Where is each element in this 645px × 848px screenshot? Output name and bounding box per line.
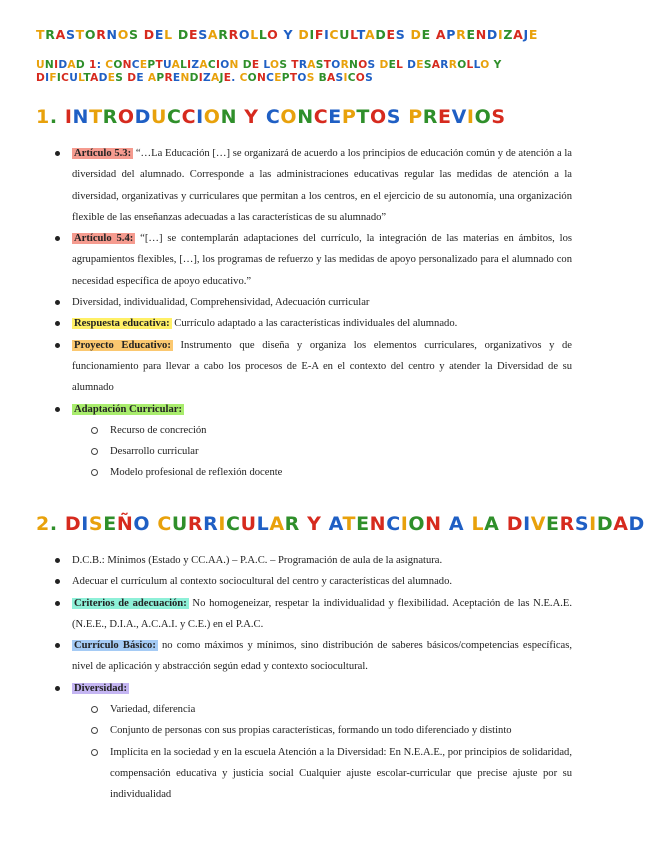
list-item bbox=[50, 635, 572, 678]
item-text: No homogeneizar, respetar la individualidad y flexibilidad. Aceptación de las N.E.A.E. (N.E.E., D.I.A., A.C.A.I. y C.E.) en el P.A.C. bbox=[72, 597, 573, 630]
section-2-heading: 2. DISEÑO CURRICULAR Y ATENCION A LA DIVERSIDAD bbox=[36, 513, 645, 535]
list-item bbox=[50, 399, 572, 484]
list-item bbox=[50, 593, 572, 636]
item-text: Instrumento que diseña y organiza los elementos curriculares, organizativos y de funcionamiento para llevar a cabo los procesos de E-A en el contexto del centro y atender la Diversidad de su alumnado bbox=[72, 339, 572, 394]
item-label: Currículo Básico: bbox=[74, 640, 156, 652]
list-item bbox=[50, 335, 572, 399]
section-1-list bbox=[50, 143, 572, 484]
list-item bbox=[50, 678, 572, 806]
document-title: TRASTORNOS DEL DESARROLLO Y DIFICULTADES DE APRENDIZAJE bbox=[36, 27, 539, 42]
item-text: Currículo adaptado a las características individuales del alumnado. bbox=[171, 318, 458, 330]
list-item bbox=[50, 550, 572, 571]
unit-title: UNIDAD 1: CONCEPTUALIZACION DE LOS TRASTORNOS DEL DESARROLLO Y DIFICULTADES DE APRENDIZAJE. CONCEPTOS BASICOS bbox=[36, 59, 502, 84]
sublist-item: Modelo profesional de reflexión docente bbox=[72, 462, 572, 483]
item-label: Artículo 5.3: bbox=[74, 148, 132, 159]
sublist-item: Recurso de concreción bbox=[72, 420, 572, 441]
item-label: Artículo 5.4: bbox=[74, 233, 134, 245]
section-1-heading: 1. INTRODUCCION Y CONCEPTOS PREVIOS bbox=[36, 106, 506, 128]
sublist bbox=[72, 420, 572, 484]
item-label: Adaptación Curricular: bbox=[74, 403, 182, 415]
section-2-list bbox=[50, 550, 572, 806]
item-text: Adecuar el currículum al contexto sociocultural del centro y características del alumnado. bbox=[72, 576, 453, 588]
list-item bbox=[50, 292, 572, 313]
list-item bbox=[50, 228, 572, 292]
item-text: no como máximos y mínimos, sino distribución de saberes básicos/competencias específicas, nivel de aplicación y abstracción según edad y contexto sociocultural. bbox=[72, 640, 572, 673]
item-label: Criterios de adecuación: bbox=[74, 597, 187, 609]
item-text: “…La Educación […] se organizará de acuerdo a los principios de educación común y de atención a la diversidad del alumnado. Corresponde a las administraciones educativas regular las medidas de atención a la diversidad, organizativas y curriculares que permitan a los centros, en el ejercicio de su autonomía, una organización flexible de las enseñanzas adecuadas a las características de su alumnado” bbox=[72, 148, 572, 223]
list-item bbox=[50, 313, 572, 334]
item-text: D.C.B.: Mínimos (Estado y CC.AA.) – P.A.C. – Programación de aula de la asignatura. bbox=[72, 555, 443, 566]
item-text: Diversidad, individualidad, Comprehensividad, Adecuación curricular bbox=[72, 297, 370, 309]
sublist bbox=[72, 699, 572, 805]
sublist-item: Desarrollo curricular bbox=[72, 441, 572, 462]
sublist-item: Variedad, diferencia bbox=[72, 699, 572, 720]
sublist-item: Conjunto de personas con sus propias características, formando un todo diferenciado y distinto bbox=[72, 720, 572, 741]
item-text: “[…] se contemplarán adaptaciones del currículo, la integración de las materias en ámbitos, los agrupamientos flexibles, […], los programas de refuerzo y las medidas de apoyo personalizado para el alumnado con necesidad específica de apoyo educativo.” bbox=[72, 233, 572, 287]
item-label: Diversidad: bbox=[74, 682, 127, 694]
list-item bbox=[50, 143, 572, 228]
item-label: Respuesta educativa: bbox=[74, 318, 170, 330]
sublist-item: Implícita en la sociedad y en la escuela Atención a la Diversidad: En N.E.A.E., por principios de solidaridad, compensación educativa y justicia social Cualquier ajuste escolar-curricular que precise ajuste por su individualidad bbox=[72, 742, 572, 806]
list-item bbox=[50, 571, 572, 592]
item-label: Proyecto Educativo: bbox=[74, 339, 171, 351]
